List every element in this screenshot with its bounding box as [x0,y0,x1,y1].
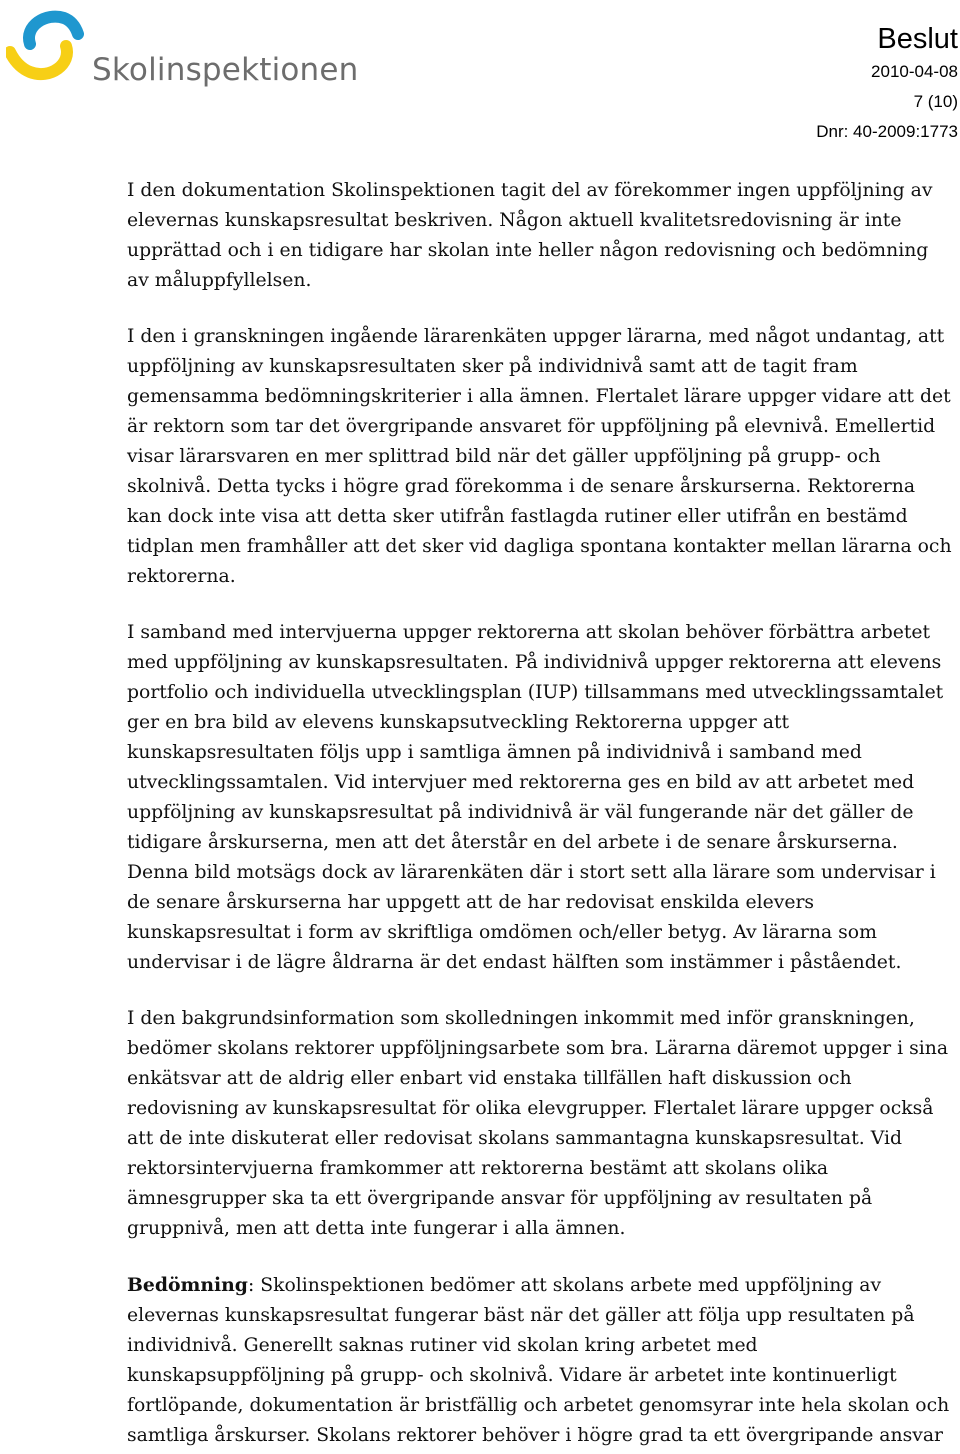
body-paragraph: I samband med intervjuerna uppger rektorerna att skolan behöver förbättra arbetet med uppföljning av kunskapsresultaten. På individnivå uppger rektorerna att elevens portfolio och individuella utvecklingsplan (IUP) tillsammans med utvecklingssamtalet ger en bra bild av elevens kunskapsutveckling Rektorerna uppger att kunskapsresultaten följs upp i samtliga ämnen på individnivå i samband med utvecklingssamtalen. Vid intervjuer med rektorerna ges en bild av att arbetet med uppföljning av kunskapsresultat på individnivå är väl fungerande när det gäller de tidigare årskurserna, men att det återstår en del arbete i de senare årskurserna. Denna bild motsägs dock av lärarenkäten där i stort sett alla lärare som undervisar i de senare årskurserna har uppgett att de har redovisat enskilda elevers kunskapsresultat i form av skriftliga omdömen och/eller betyg. Av lärarna som undervisar i de lägre åldrarna är det endast hälften som instämmer i påståendet. [127,622,944,973]
assessment-label: Bedömning [127,1274,248,1296]
document-meta [816,22,958,143]
assessment-paragraph [127,1270,955,1451]
body-paragraph: I den i granskningen ingående lärarenkäten uppger lärarna, med något undantag, att uppföljning av kunskapsresultaten sker på individnivå samt att de tagit fram gemensamma bedömningskriterier i alla ämnen. Flertalet lärare uppger vidare att det är rektorn som tar det övergripande ansvaret för uppföljning på elevnivå. Emellertid visar lärarsvaren en mer splittrad bild när det gäller uppföljning på grupp- och skolnivå. Detta tycks i högre grad förekomma i de senare årskurserna. Rektorerna kan dock inte visa att detta sker utifrån fastlagda rutiner eller utifrån en bestämd tidplan men framhåller att det sker vid dagliga spontana kontakter mellan lärarna och rektorerna. [127,326,952,587]
document-type: Beslut [877,23,958,55]
body-paragraph: I den dokumentation Skolinspektionen tagit del av förekommer ingen uppföljning av elevernas kunskapsresultat beskriven. Någon aktuell kvalitetsredovisning är inte upprättad och i en tidigare har skolan inte heller någon redovisning och bedömning av måluppfyllelsen. [127,180,933,291]
logo-mark-icon [6,6,98,90]
body-paragraph: I den bakgrundsinformation som skolledningen inkommit med inför granskningen, bedömer skolans rektorer uppföljningsarbete som bra. Lärarna däremot uppger i sina enkätsvar att de aldrig eller enbart vid enstaka tillfällen haft diskussion och redovisning av kunskapsresultat för olika elevgrupper. Flertalet lärare uppger också att de inte diskuterat eller redovisat skolans sammantagna kunskapsresultat. Vid rektorsintervjuerna framkommer att rektorerna bestämt att skolans olika ämnesgrupper ska ta ett övergripande ansvar för uppföljning av resultaten på gruppnivå, men att detta inte fungerar i alla ämnen. [127,1008,949,1239]
logo-wordmark: Skolinspektionen [92,52,359,88]
page-number: 7 (10) [913,92,958,111]
document-date: 2010-04-08 [871,62,958,81]
document-body [127,176,955,1454]
assessment-text: : Skolinspektionen bedömer att skolans arbete med uppföljning av elevernas kunskapsresultat fungerar bäst när det gäller att följa upp resultaten på individnivå. Generellt saknas rutiner vid skolan kring arbetet med kunskapsuppföljning på grupp- och skolnivå. Vidare är arbetet inte kontinuerligt fortlöpande, dokumentation är bristfällig och arbetet genomsyrar inte hela skolan och samtliga årskurser. Skolans rektorer behöver i högre grad ta ett övergripande ansvar [127,1275,950,1446]
registration-number: Dnr: 40-2009:1773 [816,122,958,141]
skolinspektionen-logo [6,6,359,90]
